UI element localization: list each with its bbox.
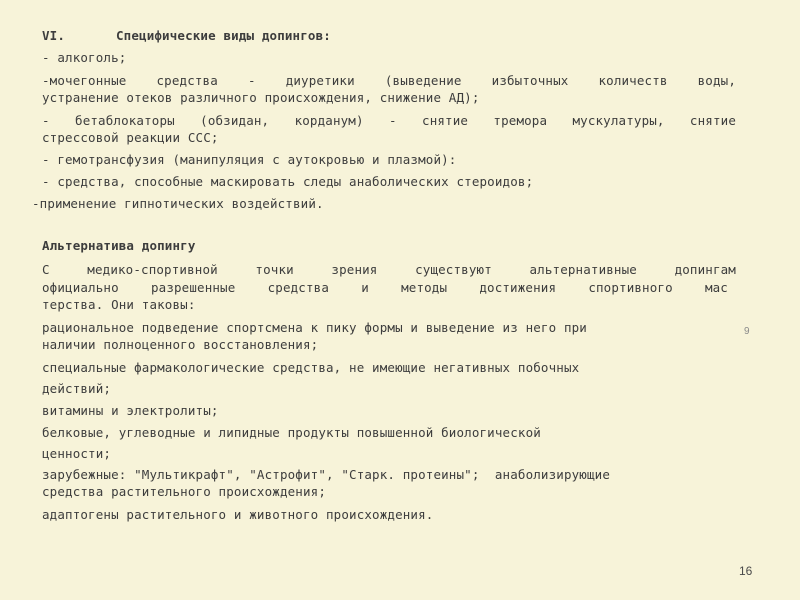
text-line: специальные фармакологические средства, не имеющие негативных побочных — [42, 360, 580, 375]
text-line: витамины и электролиты; — [42, 403, 219, 418]
text-line: С медико-спортивной точки зрения существуют альтернативные допингам — [42, 262, 736, 277]
text-line: наличии полноценного восстановления; — [42, 337, 319, 352]
text-line: устранение отеков различного происхождения, снижение АД); — [42, 90, 480, 105]
text-line: белковые, углеводные и липидные продукты повышенной биологической — [42, 425, 541, 440]
text-line: - средства, способные маскировать следы анаболических стероидов; — [42, 174, 534, 189]
text-line: зарубежные: "Мультикрафт", "Астрофит", "Старк. протеины"; анаболизирующие — [42, 467, 610, 482]
text-line: -применение гипнотических воздействий. — [32, 196, 324, 211]
text-line: -мочегонные средства - диуретики (выведение избыточных количеств воды, — [42, 73, 736, 88]
text-line: официально разрешенные средства и методы достижения спортивного мас — [42, 280, 728, 295]
text-line: - бетаблокаторы (обзидан, корданум) - снятие тремора мускулатуры, снятие — [42, 113, 736, 128]
text-line: стрессовой реакции ССС; — [42, 130, 219, 145]
slide-mark: 9 — [744, 326, 750, 337]
text-line: - алкоголь; — [42, 50, 127, 65]
page-number: 16 — [739, 564, 753, 578]
text-line: средства растительного происхождения; — [42, 484, 326, 499]
text-line: ценности; — [42, 446, 112, 461]
text-line: адаптогены растительного и животного происхождения. — [42, 507, 434, 522]
text-line: терства. Они таковы: — [42, 297, 196, 312]
text-line: действий; — [42, 381, 112, 396]
text-line: рациональное подведение спортсмена к пику формы и выведение из него при — [42, 320, 587, 335]
section-title: Специфические виды допингов: — [116, 28, 331, 43]
section-number: VI. — [42, 28, 66, 43]
text-line: - гемотрансфузия (манипуляция с аутокровью и плазмой): — [42, 152, 457, 167]
section-heading: Альтернатива допингу — [42, 238, 196, 253]
